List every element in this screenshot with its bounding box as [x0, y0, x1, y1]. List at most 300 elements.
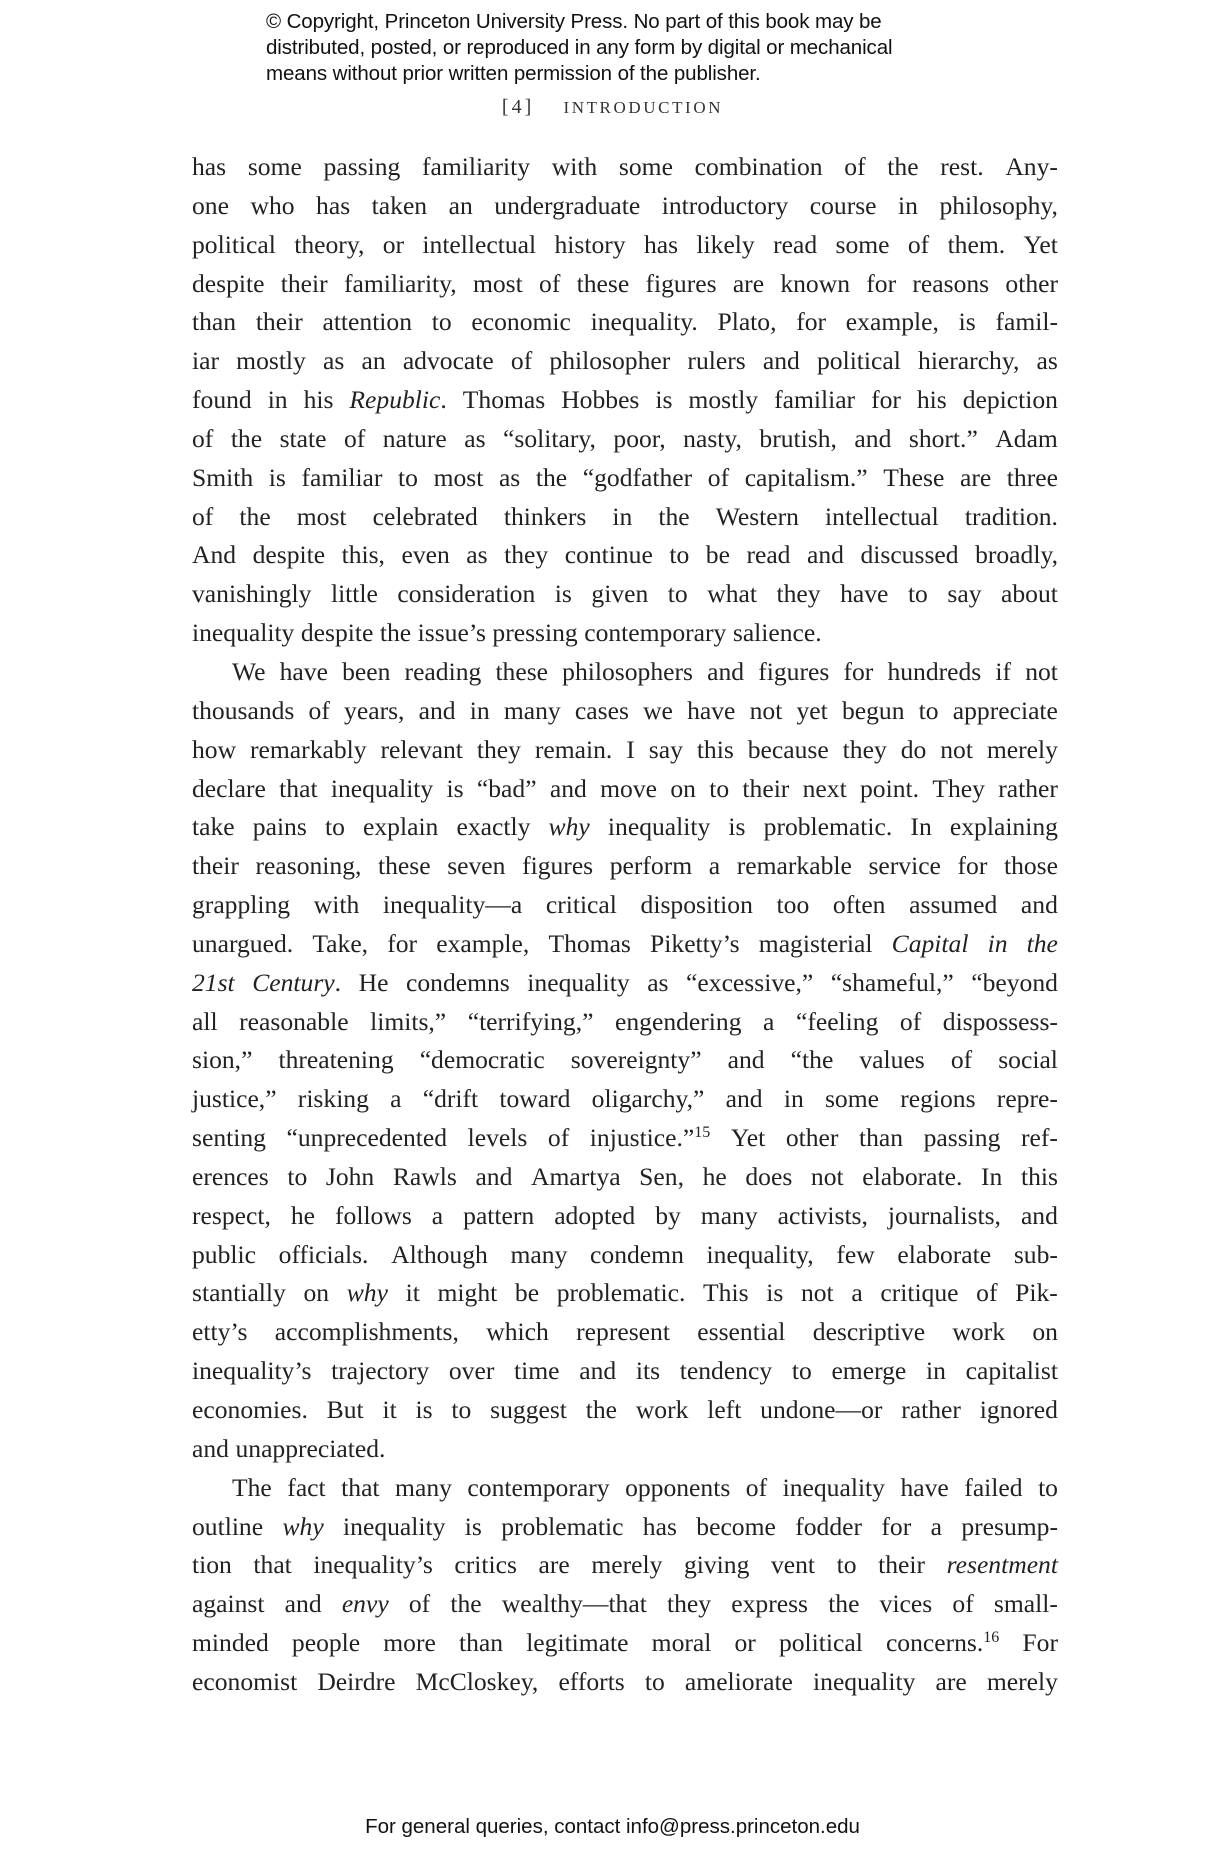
word	[952, 1585, 973, 1624]
word	[449, 187, 473, 226]
word	[454, 1546, 517, 1585]
text-run: depiction	[962, 385, 1058, 415]
word	[803, 770, 847, 809]
word	[669, 536, 689, 575]
text-run: etty’s	[192, 1317, 248, 1347]
word	[335, 1197, 412, 1236]
text-line	[192, 1469, 1058, 1508]
text-run: tradition.	[964, 501, 1058, 531]
word	[380, 614, 411, 653]
text-run: taken	[371, 190, 428, 220]
copyright-line: © Copyright, Princeton University Press. No part of this book may be	[266, 10, 882, 33]
text-run: condemn	[590, 1239, 684, 1269]
text-run: of	[952, 1589, 974, 1619]
word	[372, 187, 427, 226]
word	[909, 420, 978, 459]
text-run: hierarchy,	[918, 346, 1020, 376]
word	[466, 536, 487, 575]
word	[192, 459, 253, 498]
text-run: passing	[323, 152, 401, 181]
italic-text: Republic	[349, 385, 441, 415]
word	[813, 1313, 925, 1352]
text-run: critique	[880, 1278, 959, 1308]
text-run: in	[612, 501, 633, 531]
text-run: than	[458, 1628, 504, 1658]
word	[342, 536, 385, 575]
text-run: explain	[363, 812, 439, 842]
word	[908, 226, 929, 265]
text-run: are	[538, 1550, 570, 1580]
text-run: .	[334, 967, 342, 997]
word	[686, 964, 813, 1003]
text-run: inequality	[607, 812, 711, 842]
text-run: advocate	[402, 346, 494, 376]
text-line	[192, 886, 1058, 925]
text-run: those	[1003, 851, 1058, 881]
word	[282, 1508, 323, 1547]
word	[192, 1274, 286, 1313]
text-run: example,	[845, 307, 939, 337]
word	[697, 731, 734, 770]
text-line	[192, 1197, 1058, 1236]
text-line	[192, 1624, 1058, 1663]
text-run: For	[1022, 1628, 1058, 1658]
text-run: it	[405, 1278, 420, 1308]
text-run: of	[907, 229, 930, 259]
text-run: introductory	[661, 190, 789, 220]
word	[728, 1041, 765, 1080]
text-run: familiar	[774, 385, 856, 415]
word	[779, 1624, 863, 1663]
word	[1025, 653, 1058, 692]
text-run: which	[486, 1317, 549, 1347]
word	[236, 342, 306, 381]
word	[731, 1585, 808, 1624]
text-run: move	[600, 773, 658, 803]
word	[464, 420, 485, 459]
word	[745, 459, 868, 498]
text-run: of	[950, 1045, 973, 1075]
text-run: issue’s	[417, 618, 486, 648]
word	[192, 226, 276, 265]
word	[792, 1352, 812, 1391]
text-run: “unprecedented	[286, 1123, 448, 1153]
text-run: have	[900, 1472, 949, 1502]
word	[652, 1624, 712, 1663]
text-run: But	[326, 1395, 364, 1424]
word	[577, 265, 630, 304]
word	[887, 653, 981, 692]
word	[420, 1041, 545, 1080]
word	[232, 1469, 272, 1508]
word	[833, 886, 886, 925]
text-run: theory,	[294, 229, 365, 259]
word	[192, 1119, 266, 1158]
text-run: oligarchy,”	[591, 1084, 705, 1114]
word	[717, 303, 776, 342]
text-line	[192, 731, 1058, 770]
word	[919, 692, 939, 731]
word	[958, 847, 988, 886]
word	[886, 1624, 999, 1663]
word	[796, 692, 827, 731]
text-line	[192, 1003, 1058, 1042]
word	[649, 731, 683, 770]
word	[796, 1003, 878, 1042]
paragraph	[192, 653, 1058, 1469]
text-run: the	[450, 1589, 482, 1619]
text-run: about	[1001, 579, 1058, 609]
word	[695, 148, 823, 187]
word	[268, 381, 288, 420]
text-run: is	[415, 1395, 433, 1424]
text-line	[192, 1352, 1058, 1391]
text-run: is	[958, 307, 976, 337]
word	[888, 1197, 1001, 1236]
text-run: Piketty’s	[650, 928, 740, 958]
word	[490, 1391, 567, 1430]
text-line	[192, 420, 1058, 459]
text-run: begun	[841, 695, 905, 725]
text-run: political	[778, 1628, 863, 1658]
word	[667, 1585, 711, 1624]
text-run: critical	[545, 890, 617, 920]
text-run: reasoning,	[255, 851, 362, 881]
word	[696, 1508, 776, 1547]
text-run: if	[995, 656, 1012, 686]
text-run: to	[918, 695, 939, 725]
text-line	[192, 1313, 1058, 1352]
text-run: for	[796, 307, 827, 337]
text-run: regions	[900, 1084, 976, 1114]
word	[909, 886, 997, 925]
word	[746, 1469, 767, 1508]
word	[451, 1391, 471, 1430]
text-run: appreciate	[952, 695, 1058, 725]
text-line	[192, 148, 1058, 187]
word	[584, 614, 726, 653]
text-line	[192, 692, 1058, 731]
word	[939, 187, 1058, 226]
text-run: ameliorate	[684, 1666, 793, 1696]
word	[931, 1508, 942, 1547]
text-run: be	[705, 540, 730, 570]
word	[275, 1313, 459, 1352]
text-run: these	[378, 851, 431, 881]
text-run: an	[448, 190, 473, 220]
text-run: fodder	[795, 1511, 863, 1541]
word	[192, 925, 293, 964]
word	[880, 1585, 933, 1624]
word	[726, 1080, 763, 1119]
text-line	[192, 1236, 1058, 1275]
word	[436, 925, 529, 964]
text-run: Thomas	[548, 928, 631, 958]
word	[608, 808, 710, 847]
word	[383, 420, 447, 459]
word	[192, 187, 229, 226]
word	[783, 1469, 885, 1508]
text-run: salience.	[732, 618, 822, 648]
word	[1038, 1469, 1058, 1508]
word	[192, 731, 236, 770]
text-run: Hobbes	[561, 385, 640, 415]
text-run: attention	[322, 307, 413, 337]
word	[900, 1003, 921, 1042]
text-run: reasonable	[239, 1006, 349, 1036]
text-run: continue	[564, 540, 653, 570]
word	[549, 342, 670, 381]
text-run: problematic.	[556, 1278, 686, 1308]
text-run: next	[802, 773, 847, 803]
text-run: these	[576, 268, 630, 298]
word	[626, 731, 635, 770]
text-line	[192, 226, 1058, 265]
word	[975, 536, 1058, 575]
word	[504, 536, 548, 575]
text-run: “terrifying,”	[467, 1006, 594, 1036]
text-line	[192, 575, 1058, 614]
word	[239, 498, 270, 537]
text-run: adopted	[554, 1200, 636, 1230]
text-line	[192, 1508, 1058, 1547]
word	[548, 925, 630, 964]
text-run: have	[840, 579, 889, 609]
text-run: poor,	[613, 423, 666, 453]
text-run: public	[192, 1239, 256, 1269]
text-run: in	[267, 385, 288, 415]
word	[383, 886, 522, 925]
word	[370, 1003, 446, 1042]
italic-text: Century	[252, 967, 335, 997]
word	[343, 1508, 445, 1547]
text-run: intellectual	[422, 229, 537, 259]
text-run: ref-	[1020, 1123, 1058, 1153]
word	[406, 1274, 420, 1313]
word	[434, 459, 484, 498]
text-run: not	[749, 695, 783, 725]
text-run: remain.	[534, 734, 613, 764]
text-line	[192, 770, 1058, 809]
text-run: toward	[499, 1084, 571, 1114]
text-run: despite	[192, 268, 265, 298]
text-run: to	[1038, 1472, 1058, 1502]
text-run: that	[279, 773, 318, 803]
word	[778, 1197, 868, 1236]
text-run: famil-	[995, 307, 1058, 337]
text-run: erences	[192, 1161, 269, 1191]
body-text	[192, 148, 1058, 1702]
text-run: familiar	[301, 462, 383, 492]
text-run: “democratic	[419, 1045, 545, 1075]
text-run: they	[476, 734, 521, 764]
text-run: figures	[758, 656, 830, 686]
word	[868, 847, 940, 886]
word	[926, 1352, 946, 1391]
word	[644, 226, 678, 265]
text-run: sovereignty”	[570, 1045, 702, 1075]
word	[363, 808, 438, 847]
word	[586, 1391, 617, 1430]
word	[192, 692, 294, 731]
text-run: the	[535, 462, 568, 492]
text-run: figures	[522, 851, 594, 881]
text-run: is	[464, 1511, 482, 1541]
word	[1007, 459, 1058, 498]
word	[831, 964, 954, 1003]
word	[361, 342, 385, 381]
word	[313, 1546, 432, 1585]
word	[791, 1041, 834, 1080]
text-run: problematic	[501, 1511, 624, 1541]
word	[383, 1624, 436, 1663]
text-run: say	[648, 734, 683, 764]
text-run: ignored	[979, 1395, 1058, 1424]
word	[457, 808, 531, 847]
word	[758, 653, 829, 692]
word	[511, 342, 532, 381]
word	[898, 187, 918, 226]
text-run: rest.	[940, 152, 984, 181]
text-run: minded	[192, 1628, 269, 1658]
word	[590, 1236, 684, 1275]
word	[539, 1546, 570, 1585]
word	[750, 692, 783, 731]
text-run: of	[844, 152, 866, 181]
word	[737, 847, 852, 886]
word	[707, 653, 744, 692]
word	[1021, 1119, 1058, 1158]
text-run: people	[291, 1628, 361, 1658]
text-run: been	[342, 656, 391, 686]
word	[192, 536, 236, 575]
word	[471, 303, 571, 342]
text-run: is	[766, 1278, 784, 1308]
text-run: vices	[879, 1589, 933, 1619]
word	[447, 770, 464, 809]
text-line	[192, 1119, 1058, 1158]
word	[192, 1508, 263, 1547]
text-run: dispossess-	[942, 1006, 1058, 1036]
word	[859, 1119, 903, 1158]
paragraph	[192, 148, 1058, 653]
word	[571, 1041, 702, 1080]
word	[558, 1663, 624, 1702]
text-run: unappreciated.	[235, 1433, 386, 1463]
text-run: Thomas	[462, 385, 546, 415]
word	[764, 808, 893, 847]
word	[880, 1274, 958, 1313]
text-run: an	[361, 346, 386, 376]
word	[948, 226, 1006, 265]
word	[706, 536, 730, 575]
text-run: to	[667, 579, 688, 609]
word	[554, 1197, 635, 1236]
word	[378, 847, 431, 886]
word	[331, 770, 433, 809]
text-run: we	[643, 695, 673, 725]
text-run: not	[810, 1161, 844, 1191]
word	[447, 847, 505, 886]
word	[281, 265, 328, 304]
text-run: become	[696, 1511, 776, 1541]
word	[349, 381, 446, 420]
text-run: of	[976, 1278, 998, 1308]
text-run: concerns.	[885, 1628, 984, 1658]
text-run: by	[655, 1200, 681, 1230]
text-run: and	[854, 423, 892, 453]
text-run: magisterial	[758, 928, 873, 958]
word	[1005, 148, 1058, 187]
text-run: nasty,	[683, 423, 742, 453]
word	[256, 847, 362, 886]
text-run: Adam	[995, 423, 1058, 453]
text-run: has	[643, 229, 679, 259]
word	[1001, 575, 1058, 614]
text-run: “bad”	[476, 773, 537, 803]
text-run: This	[703, 1278, 749, 1308]
text-run: for	[843, 656, 874, 686]
word	[980, 1391, 1058, 1430]
text-run: state	[279, 423, 327, 453]
word	[971, 964, 1058, 1003]
text-run: are	[732, 268, 765, 298]
text-run: some	[824, 1084, 879, 1114]
word	[835, 226, 889, 265]
word	[192, 847, 239, 886]
word	[359, 964, 389, 1003]
word	[728, 808, 745, 847]
word	[807, 536, 844, 575]
italic-text: why	[346, 1278, 388, 1308]
word	[871, 381, 901, 420]
text-run: their	[742, 773, 790, 803]
word	[326, 1158, 374, 1197]
text-run: Rawls	[392, 1161, 457, 1191]
word	[344, 692, 404, 731]
word	[947, 1546, 1058, 1585]
word	[252, 964, 341, 1003]
text-run: they	[776, 579, 821, 609]
word	[583, 459, 692, 498]
text-run: a	[431, 1200, 444, 1230]
text-run: for	[866, 268, 897, 298]
word	[959, 303, 976, 342]
text-run: unargued.	[192, 928, 294, 958]
word	[192, 1352, 311, 1391]
word	[950, 808, 1058, 847]
word	[813, 1663, 915, 1702]
text-run: tendency	[679, 1356, 773, 1386]
word	[687, 342, 745, 381]
word	[940, 148, 983, 187]
word	[900, 1469, 948, 1508]
text-run: the	[379, 618, 412, 648]
word	[468, 1003, 594, 1042]
text-run: economies.	[192, 1395, 308, 1424]
word	[844, 148, 865, 187]
word	[342, 653, 390, 692]
word	[304, 381, 334, 420]
text-run: them.	[947, 229, 1006, 259]
text-run: work	[635, 1395, 689, 1424]
word	[279, 1236, 369, 1275]
text-run: grappling	[192, 890, 291, 920]
text-run: trajectory	[331, 1356, 430, 1386]
word	[1037, 342, 1058, 381]
text-run: engendering	[615, 1006, 742, 1036]
word	[701, 1197, 758, 1236]
